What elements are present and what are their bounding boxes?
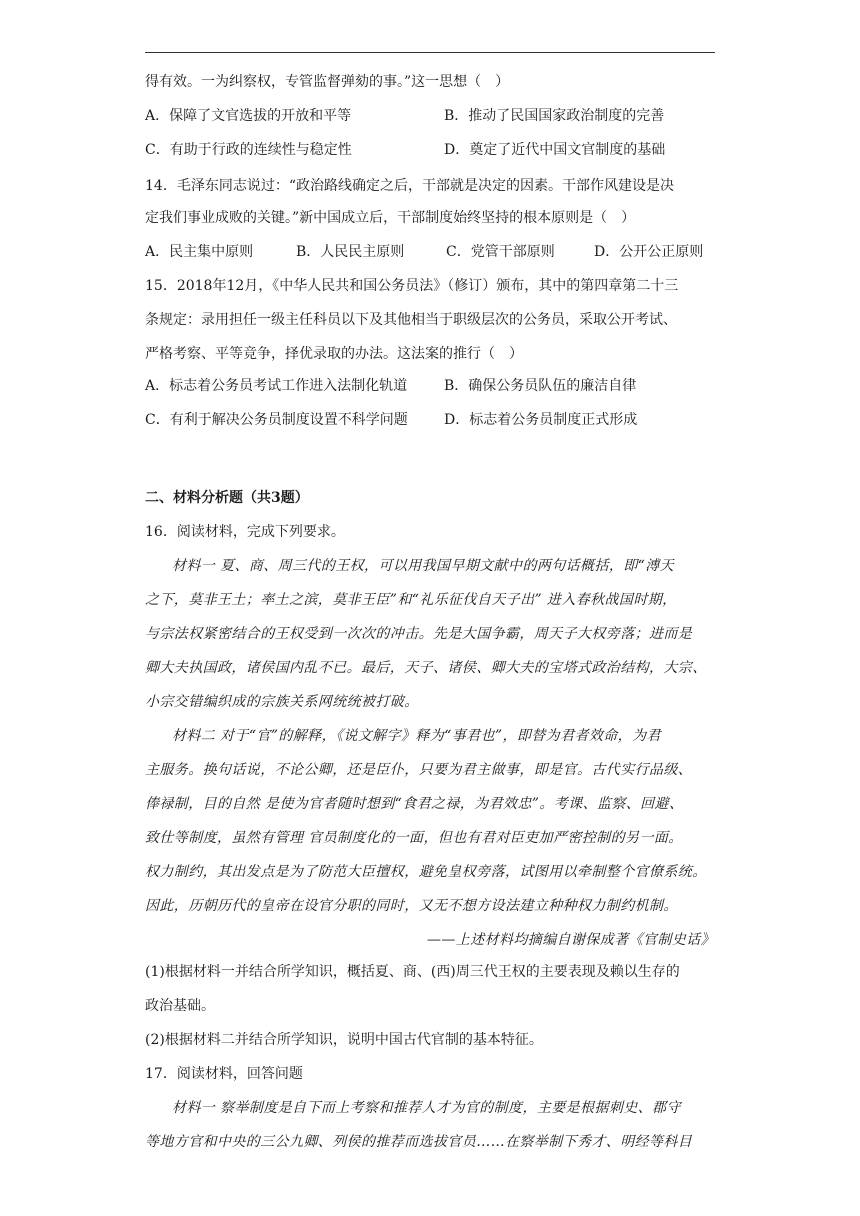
q13-option-a[interactable]: A．保障了文官选拔的开放和平等 (145, 108, 352, 124)
material1-line: 材料一 夏、商、周三代的王权，可以用我国早期文献中的两句话概括，即“溥天 (172, 558, 675, 574)
q16-sub2: (2)根据材料二并结合所学知识，说明中国古代官制的基本特征。 (145, 1032, 543, 1048)
header-rule (145, 52, 715, 53)
material2-line: 权力制约，其出发点是为了防范大臣擅权，避免皇权旁落，试图用以牵制整个官僚系统。 (145, 864, 707, 880)
q15-option-a[interactable]: A．标志着公务员考试工作进入法制化轨道 (145, 378, 408, 394)
q14-option-d[interactable]: D．公开公正原则 (594, 244, 704, 260)
q15-option-c[interactable]: C．有利于解决公务员制度设置不科学问题 (145, 412, 408, 428)
q17-material-line: 等地方官和中央的三公九卿、列侯的推荐而选拔官员……在察举制下秀才、明经等科目 (145, 1134, 693, 1150)
material2-line: 因此，历朝历代的皇帝在设官分职的同时，又无不想方设法建立种种权力制约机制。 (145, 898, 678, 914)
material1-line: 卿大夫执国政，诸侯国内乱不已。最后，天子、诸侯、卿大夫的宝塔式政治结构，大宗、 (145, 660, 707, 676)
q14-option-b[interactable]: B．人民民主原则 (296, 244, 405, 260)
q15-option-d[interactable]: D．标志着公务员制度正式形成 (444, 412, 638, 428)
q13-option-b[interactable]: B．推动了民国国家政治制度的完善 (444, 108, 665, 124)
q17-material-line: 材料一 察举制度是自下而上考察和推荐人才为官的制度，主要是根据刺史、郡守 (172, 1100, 681, 1116)
q13-option-d[interactable]: D．奠定了近代中国文官制度的基础 (444, 142, 666, 158)
q14-option-c[interactable]: C．党管干部原则 (446, 244, 555, 260)
q15-stem-line3: 严格考察、平等竞争，择优录取的办法。这法案的推行（ ） (145, 346, 523, 362)
q13-stem-tail: 得有效。一为纠察权，专管监督弹劾的事。”这一思想（ ） (145, 74, 510, 90)
q14-stem-line2: 定我们事业成败的关键。”新中国成立后，干部制度始终坚持的根本原则是（ ） (145, 210, 636, 226)
material1-line: 小宗交错编织成的宗族关系网统统被打破。 (145, 694, 419, 710)
material2-line: 致仕等制度，虽然有管理 官员制度化的一面，但也有君对臣吏加严密控制的另一面。 (145, 830, 683, 846)
q14-stem-line1: 14．毛泽东同志说过：“政治路线确定之后，干部就是决定的因素。干部作风建设是决 (145, 178, 674, 194)
q16-stem: 16．阅读材料，完成下列要求。 (145, 524, 345, 540)
q17-stem: 17．阅读材料，回答问题 (145, 1066, 303, 1082)
material-source: ——上述材料均摘编自谢保成著《官制史话》 (427, 932, 715, 948)
q15-stem-line1: 15．2018年12月，《中华人民共和国公务员法》（修订）颁布，其中的第四章第二十三 (145, 278, 679, 294)
material2-line: 材料二 对于“官”的解释，《说文解字》释为“事君也”，即替为君者效命，为君 (172, 728, 661, 744)
material1-line: 之下，莫非王土；率土之滨，莫非王臣”和“礼乐征伐自天子出” 进入春秋战国时期， (145, 592, 677, 608)
material1-line: 与宗法权紧密结合的王权受到一次次的冲击。先是大国争霸，周天子大权旁落；进而是 (145, 626, 693, 642)
material2-line: 主服务。换句话说，不论公卿，还是臣仆，只要为君主做事，即是官。古代实行品级、 (145, 762, 693, 778)
q16-sub1-line2: 政治基础。 (145, 998, 215, 1014)
q15-option-b[interactable]: B．确保公务员队伍的廉洁自律 (444, 378, 637, 394)
section-title: 二、材料分析题（共3题） (145, 490, 309, 506)
q13-option-c[interactable]: C．有助于行政的连续性与稳定性 (145, 142, 352, 158)
q14-option-a[interactable]: A．民主集中原则 (145, 244, 254, 260)
material2-line: 俸禄制，目的自然 是使为官者随时想到“食君之禄，为君效忠”。考课、监察、回避、 (145, 796, 684, 812)
q15-stem-line2: 条规定：录用担任一级主任科员以下及其他相当于职级层次的公务员，采取公开考试、 (145, 312, 677, 328)
q16-sub1-line1: (1)根据材料一并结合所学知识，概括夏、商、(西)周三代王权的主要表现及赖以生存的 (145, 964, 680, 980)
